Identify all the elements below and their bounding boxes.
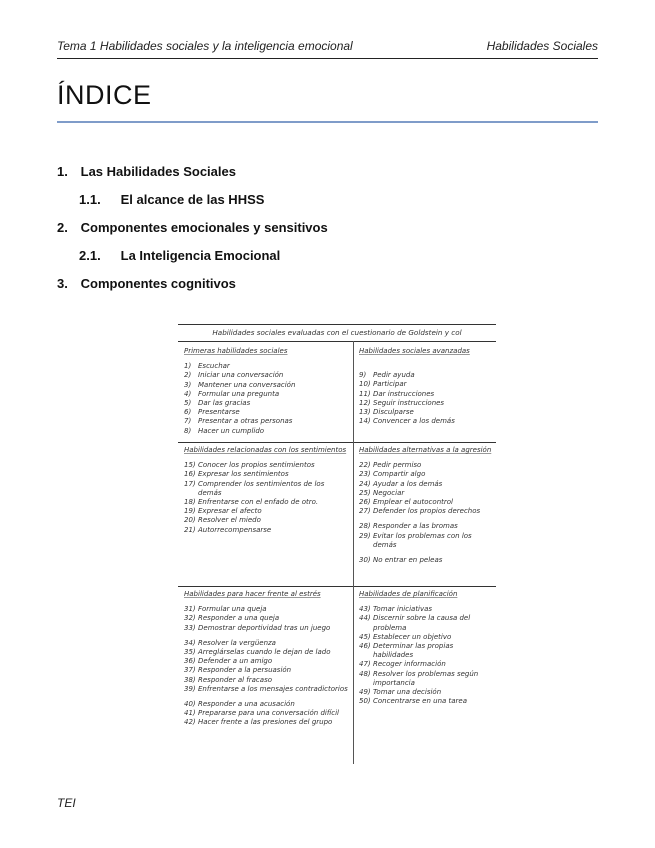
toc-label: El alcance de las HHSS [120,192,265,207]
list-item: 27) Defender los propios derechos [359,507,481,516]
list-item: 31) Formular una queja [184,605,267,614]
list-item: 11) Dar instrucciones [359,389,435,398]
page-title: ÍNDICE [57,80,598,123]
row-divider [178,442,496,443]
list-item: 43) Tomar iniciativas [359,605,433,614]
list-item: 17) Comprender los sentimientos de los demás [184,479,325,497]
list-item: 33) Demostrar deportividad tras un juego [184,623,331,632]
skill-list [359,371,493,426]
list-item: 46) Determinar las propias habilidades [359,642,454,660]
list-item: 12) Seguir instrucciones [359,398,445,407]
list-item: 37) Responder a la persuasión [184,666,292,675]
skills-table-figure [178,324,496,764]
list-item: 15) Conocer los propios sentimientos [184,461,315,470]
skill-list [184,362,348,436]
group-heading: Primeras habilidades sociales [184,347,288,355]
group-heading: Habilidades alternativas a la agresión [359,446,492,454]
skill-list [359,605,493,706]
toc-label: Componentes cognitivos [80,276,236,291]
list-item: 47) Recoger información [359,660,446,669]
list-item: 32) Responder a una queja [184,614,280,623]
toc-label: La Inteligencia Emocional [120,248,281,263]
group-estres [184,590,348,728]
list-item: 34) Resolver la vergüenza [184,638,276,647]
list-item: 19) Expresar el afecto [184,507,262,516]
list-item: 49) Tomar una decisión [359,688,442,697]
toc-number: 2. [57,220,68,235]
toc-number: 1.1. [79,192,101,207]
list-item: 20) Resolver el miedo [184,516,261,525]
list-item: 18) Enfrentarse con el enfado de otro. [184,498,319,507]
figure-caption: Habilidades sociales evaluadas con el cuestionario de Goldstein y col [178,324,496,342]
page-header [57,38,598,59]
toc-item-2-1[interactable] [79,248,280,263]
list-item: 23) Compartir algo [359,470,426,479]
group-heading: Habilidades para hacer frente al estrés [184,590,321,598]
list-item: 50) Concentrarse en una tarea [359,697,468,706]
list-item: 40) Responder a una acusación [184,700,295,709]
group-heading: Habilidades relacionadas con los sentimientos [184,446,347,454]
group-sentimientos [184,446,348,535]
list-item: 35) Arreglárselas cuando le dejan de lado [184,648,331,657]
group-heading: Habilidades de planificación [359,590,458,598]
list-item: 9) Pedir ayuda [359,371,415,380]
list-item: 26) Emplear el autocontrol [359,498,453,507]
toc-item-1[interactable] [57,164,236,179]
skill-list [184,461,348,535]
toc-label: Componentes emocionales y sensitivos [80,220,328,235]
list-item: 44) Discernir sobre la causa del problema [359,614,471,632]
list-item: 4) Formular una pregunta [184,389,280,398]
list-item: 10) Participar [359,380,407,389]
group-heading: Habilidades sociales avanzadas [359,347,470,355]
group-primeras [184,347,348,436]
toc-item-3[interactable] [57,276,236,291]
list-item: 42) Hacer frente a las presiones del grupo [184,718,333,727]
skill-list [359,461,493,565]
list-item: 1) Escuchar [184,362,230,371]
list-item: 25) Negociar [359,488,405,497]
list-item: 24) Ayudar a los demás [359,479,443,488]
list-item: 29) Evitar los problemas con los demás [359,531,472,549]
list-item: 6) Presentarse [184,408,240,417]
header-section-title: Habilidades Sociales [486,39,598,53]
list-item: 2) Iniciar una conversación [184,371,284,380]
row-divider [178,586,496,587]
list-item: 38) Responder al fracaso [184,675,272,684]
list-item: 22) Pedir permiso [359,461,422,470]
group-alternativas [359,446,493,565]
list-item: 7) Presentar a otras personas [184,417,293,426]
list-item: 21) Autorrecompensarse [184,525,272,534]
group-avanzadas [359,347,493,426]
toc-number: 1. [57,164,68,179]
page-footer: TEI [57,796,76,810]
toc-number: 3. [57,276,68,291]
list-item: 41) Prepararse para una conversación difícil [184,709,339,718]
toc-label: Las Habilidades Sociales [80,164,236,179]
list-item: 39) Enfrentarse a los mensajes contradictorios [184,684,348,693]
list-item: 14) Convencer a los demás [359,417,455,426]
header-chapter-title: Tema 1 Habilidades sociales y la inteligencia emocional [57,39,353,53]
column-divider [353,341,354,764]
toc-item-1-1[interactable] [79,192,264,207]
list-item: 36) Defender a un amigo [184,657,273,666]
group-planificacion [359,590,493,706]
list-item: 28) Responder a las bromas [359,522,458,531]
list-item: 3) Mantener una conversación [184,380,296,389]
toc-item-2[interactable] [57,220,328,235]
skill-list [184,605,348,727]
list-item: 8) Hacer un cumplido [184,426,265,435]
toc-number: 2.1. [79,248,101,263]
list-item: 30) No entrar en peleas [359,556,443,565]
list-item: 13) Disculparse [359,408,414,417]
list-item: 5) Dar las gracias [184,399,251,408]
list-item: 45) Establecer un objetivo [359,632,452,641]
list-item: 16) Expresar los sentimientos [184,470,289,479]
list-item: 48) Resolver los problemas según importancia [359,669,479,687]
